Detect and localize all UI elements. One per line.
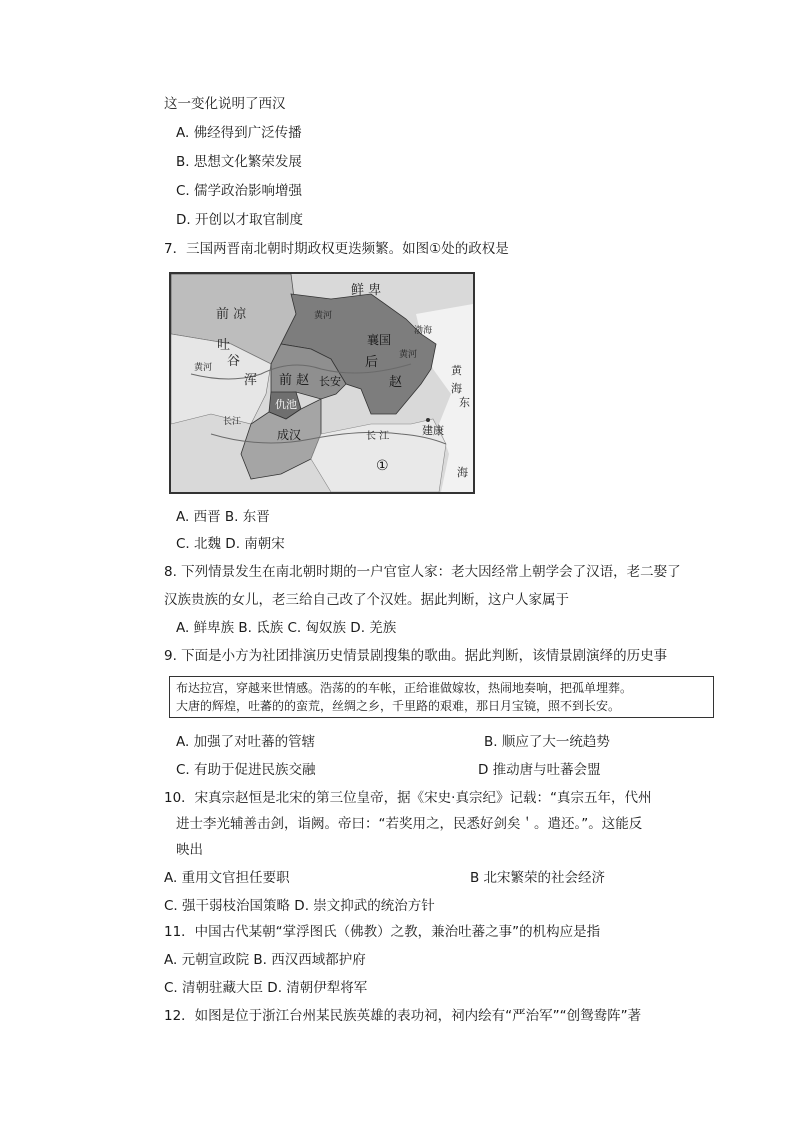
q10-option-a: A. 重用文官担任要职: [164, 870, 290, 886]
map-label-bohai: 渤海: [414, 326, 433, 336]
q10-stem-line1: 10．宋真宗赵恒是北宋的第三位皇帝，据《宋史·真宗纪》记载：“真宗五年，代州: [164, 790, 652, 806]
map-label-huanghe-mid: 黄河: [399, 350, 418, 360]
q9-option-c: C. 有助于促进民族交融: [176, 762, 316, 778]
q6-option-c: C. 儒学政治影响增强: [176, 183, 303, 199]
q8-stem-line1: 8. 下列情景发生在南北朝时期的一户官宦人家：老大因经常上朝学会了汉语，老二娶了: [164, 564, 681, 580]
q12-stem: 12．如图是位于浙江台州某民族英雄的表功祠，祠内绘有“严治军”“创鸳鸯阵”著: [164, 1008, 642, 1024]
q9-option-d: D 推动唐与吐蕃会盟: [478, 762, 601, 778]
map-label-changjiang-west: 长江: [223, 417, 242, 427]
q11-options-ab: A. 元朝宣政院 B. 西汉西域都护府: [164, 952, 366, 968]
q10-stem-line2: 进士李光辅善击剑，诣阙。帝曰：“若奖用之，民悉好剑矣＇。遣还。”。这能反: [176, 816, 643, 832]
q9-stem: 9. 下面是小方为社团排演历史情景剧搜集的歌曲。据此判断，该情景剧演绎的历史事: [164, 648, 668, 664]
q6-stem-tail: 这一变化说明了西汉: [164, 96, 286, 112]
map-label-hun: 浑: [244, 373, 258, 388]
q6-option-a: A. 佛经得到广泛传播: [176, 125, 302, 141]
q9-option-b: B. 顺应了大一统趋势: [484, 734, 610, 750]
map-label-hai2: 海: [457, 466, 468, 479]
map-label-tu: 吐: [217, 338, 231, 353]
map-label-chouchi: 仇池: [275, 398, 297, 411]
map-label-xianbei: 鲜 卑: [351, 283, 382, 298]
q9-quote-line1: 布达拉宫，穿越来世情感。浩荡的的车帐，正给谁做嫁妆，热闹地奏响，把孤单埋葬。: [176, 681, 633, 695]
map-label-huanghe-west: 黄河: [194, 363, 213, 373]
q10-options-cd: C. 强干弱枝治国策略 D. 崇文抑武的统治方针: [164, 898, 435, 914]
q7-stem: 7．三国两晋南北朝时期政权更迭频繁。如图①处的政权是: [164, 241, 509, 257]
q10-option-b: B 北宋繁荣的社会经济: [470, 870, 606, 886]
map-label-hou: 后: [365, 355, 379, 370]
map-label-jiankang: 建康: [422, 424, 444, 437]
map-label-gu: 谷: [227, 354, 241, 369]
map-label-changjiang-east: 长 江: [366, 431, 390, 442]
map-label-xiangguo: 襄国: [367, 333, 392, 347]
q7-options-ab: A. 西晋 B. 东晋: [176, 509, 270, 525]
q6-option-d: D. 开创以才取官制度: [176, 212, 303, 228]
q9-song-quote-box: [169, 676, 714, 718]
q9-quote-line2: 大唐的辉煌，吐蕃的的蛮荒，丝绸之乡，千里路的艰难，那日月宝镜，照不到长安。: [176, 699, 621, 713]
map-label-dong: 东: [459, 396, 470, 409]
map-label-huanghe-north: 黄河: [314, 311, 333, 321]
map-label-qianzhao: 前 赵: [279, 373, 310, 388]
map-label-zhao: 赵: [389, 375, 403, 390]
q11-options-cd: C. 清朝驻藏大臣 D. 清朝伊犁将军: [164, 980, 368, 996]
map-svg: [171, 274, 473, 492]
jiankang-marker: [426, 418, 430, 422]
map-label-qianliang: 前 凉: [216, 307, 247, 322]
map-label-changan: 长安: [319, 375, 341, 388]
historical-map: [169, 272, 475, 494]
q8-stem-line2: 汉族贵族的女儿，老三给自己改了个汉姓。据此判断，这户人家属于: [164, 592, 569, 608]
q8-options: A. 鲜卑族 B. 氐族 C. 匈奴族 D. 羌族: [176, 620, 397, 636]
q9-option-a: A. 加强了对吐蕃的管辖: [176, 734, 316, 750]
q10-stem-line3: 映出: [176, 842, 203, 858]
map-label-huang: 黄: [451, 364, 462, 377]
q7-options-cd: C. 北魏 D. 南朝宋: [176, 536, 285, 552]
q6-option-b: B. 思想文化繁荣发展: [176, 154, 302, 170]
map-label-hai: 海: [451, 382, 462, 395]
map-label-chenghan: 成汉: [277, 428, 302, 442]
q11-stem: 11．中国古代某朝“掌浮图氏（佛教）之教，兼治吐蕃之事”的机构应是指: [164, 924, 601, 940]
map-label-mark1: ①: [376, 458, 389, 474]
